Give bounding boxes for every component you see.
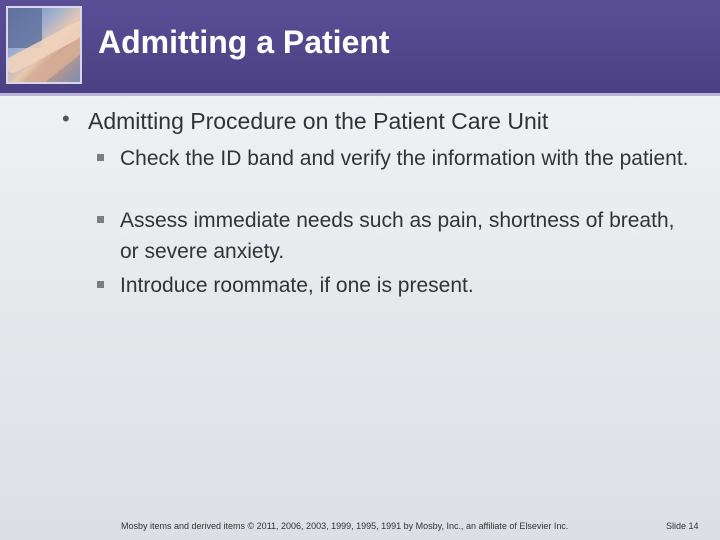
bullet-dot-icon: • (62, 106, 70, 131)
sub-bullet-3: Introduce roommate, if one is present. (120, 274, 474, 297)
header-photo-image (6, 6, 82, 84)
title-bar-divider (0, 93, 720, 96)
main-bullet-text: Admitting Procedure on the Patient Care Unit (88, 108, 549, 134)
square-bullet-icon (97, 154, 104, 161)
slide-number: Slide 14 (666, 521, 699, 531)
sub-bullet-1: Check the ID band and verify the information with the patient. (120, 147, 689, 170)
square-bullet-icon (97, 216, 104, 223)
slide-title: Admitting a Patient (98, 24, 390, 60)
copyright-footer: Mosby items and derived items © 2011, 2006, 2003, 1999, 1995, 1991 by Mosby, Inc., an affiliate of Elsevier Inc. (121, 521, 569, 531)
square-bullet-icon (97, 281, 104, 288)
sub-bullet-2: Assess immediate needs such as pain, shortness of breath, or severe anxiety. (120, 209, 675, 263)
